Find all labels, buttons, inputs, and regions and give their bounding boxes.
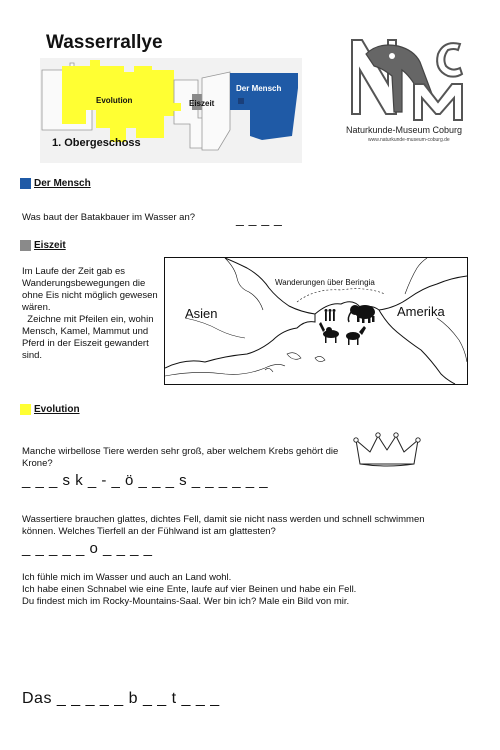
america-east-line: [437, 318, 467, 362]
platypus-line-2: Ich habe einen Schnabel wie eine Ente, laufe auf vier Beinen und habe ein Fell.: [22, 584, 357, 595]
section-heading-evolution-label: Evolution: [34, 404, 80, 415]
island-2: [315, 356, 325, 361]
floor-label: 1. Obergeschoss: [52, 137, 141, 149]
logo-bird-eye-icon: [389, 53, 395, 59]
map-label-evolution: Evolution: [96, 96, 133, 105]
evolution-answer-crab: _ _ _ s k _ - _ ö _ _ _ s _ _ _ _ _ _: [22, 472, 269, 489]
map-label-mensch: Der Mensch: [236, 84, 282, 93]
mensch-answer-blanks: _ _ _ _: [236, 210, 283, 226]
evolution-answer-fur: _ _ _ _ _ o _ _ _ _: [22, 540, 153, 557]
beringia-map[interactable]: [164, 257, 468, 385]
beringia-dashed-line: [297, 289, 385, 302]
section-heading-eiszeit-label: Eiszeit: [34, 240, 66, 251]
evolution-question-fur: Wassertiere brauchen glattes, dichtes Fell, damit sie nicht nass werden und schnell schwimmen können. Welches Tierfell an der Fühlwand ist am glattesten?: [22, 514, 425, 537]
map-label-asia: Asien: [185, 306, 218, 321]
evolution-small-area: [173, 103, 181, 111]
museum-logo: [348, 36, 468, 124]
map-label-beringia: Wanderungen über Beringia: [275, 278, 375, 287]
america-coastline-west: [379, 310, 455, 384]
logo-caption: Naturkunde-Museum Coburg: [346, 125, 463, 135]
eiszeit-text-block: [22, 266, 162, 362]
map-label-eiszeit: Eiszeit: [189, 99, 215, 108]
asia-south-coast: [165, 364, 285, 376]
section-heading-evolution: [20, 404, 80, 415]
horse-silhouette-icon: [346, 326, 366, 345]
evolution-question-platypus: [22, 572, 442, 608]
mensch-color-square: [20, 178, 31, 189]
logo-letter-m: [414, 84, 462, 120]
section-heading-mensch-label: Der Mensch: [34, 178, 91, 189]
mensch-small-area: [238, 98, 244, 104]
platypus-line-1: Ich fühle mich im Wasser und auch an Land wohl.: [22, 572, 232, 583]
eiszeit-color-square: [20, 240, 31, 251]
final-answer-line: Das _ _ _ _ _ b _ _ t _ _ _: [22, 690, 220, 707]
asia-inland-line: [185, 318, 245, 338]
evolution-color-square: [20, 404, 31, 415]
island-3: [265, 368, 273, 372]
beringia-map-drawing: [165, 258, 467, 384]
evolution-question-crab: Manche wirbellose Tiere werden sehr groß, aber welchem Krebs gehört die Krone?: [22, 446, 339, 469]
mammoth-silhouette-icon: [348, 305, 375, 323]
platypus-line-3: Du findest mich im Rocky-Mountains-Saal. Wer bin ich? Male ein Bild von mir.: [22, 596, 350, 607]
asia-river: [225, 258, 263, 310]
page-title: Wasserrallye: [46, 32, 163, 53]
logo-letter-c: [437, 43, 462, 77]
camel-silhouette-icon: [319, 322, 339, 343]
mensch-question: Was baut der Batakbauer im Wasser an?: [22, 212, 196, 223]
section-heading-mensch: [20, 178, 91, 189]
map-label-america: Amerika: [397, 304, 445, 319]
eiszeit-text-intro: Im Laufe der Zeit gab es Wanderungsbewegungen die ohne Eis nicht möglich gewesen wären.: [22, 266, 158, 313]
island-1: [287, 353, 301, 360]
crown-icon: [352, 428, 422, 468]
eiszeit-text-task: Zeichne mit Pfeilen ein, wohin Mensch, Kamel, Mammut und Pferd in der Eiszeit gewandert sind.: [22, 314, 157, 361]
logo-url: www.naturkunde-museum-coburg.de: [368, 137, 450, 143]
humans-silhouette-icon: [325, 309, 336, 321]
section-heading-eiszeit: [20, 240, 66, 251]
